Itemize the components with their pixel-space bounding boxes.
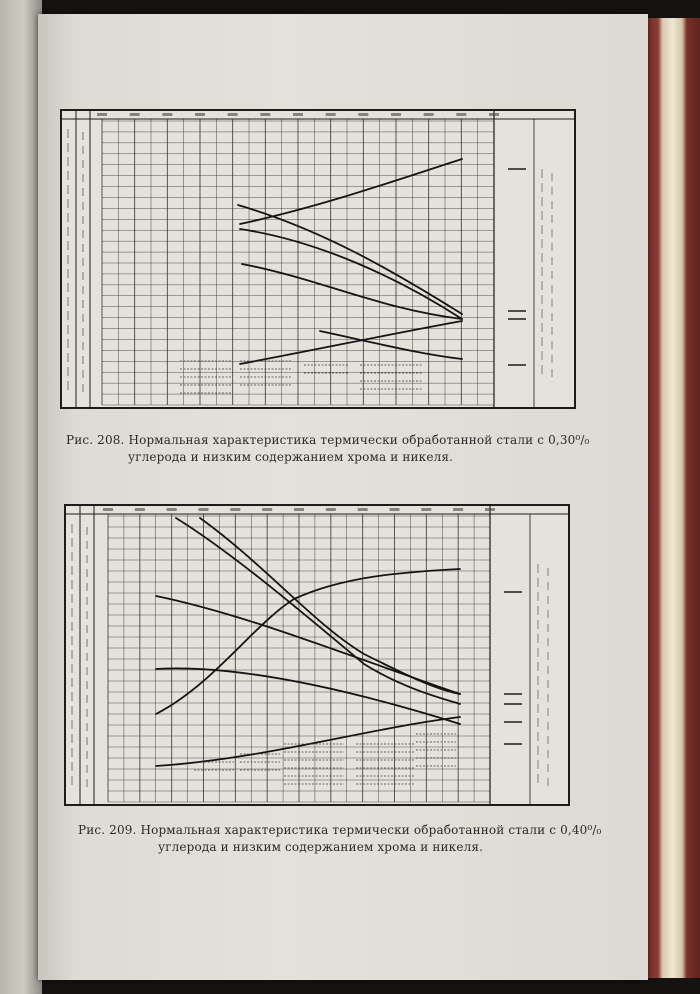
figure-208-chart bbox=[60, 109, 576, 409]
figure-209-chart bbox=[64, 504, 570, 806]
header-tick-mark bbox=[358, 113, 368, 116]
header-tick-mark bbox=[162, 113, 172, 116]
header-tick-mark bbox=[199, 508, 209, 511]
figure-209-caption bbox=[78, 822, 638, 856]
header-tick-mark bbox=[326, 508, 336, 511]
figure-208-caption-line-1: Рис. 208. Нормальная характеристика термически обработанной стали с 0,30⁰/₀ bbox=[66, 433, 590, 447]
book-page bbox=[38, 14, 648, 980]
figure-208-caption bbox=[66, 432, 626, 466]
header-tick-mark bbox=[485, 508, 495, 511]
header-tick-mark bbox=[130, 113, 140, 116]
header-tick-mark bbox=[326, 113, 336, 116]
figure-209-caption-line-1: Рис. 209. Нормальная характеристика термически обработанной стали с 0,40⁰/₀ bbox=[78, 823, 602, 837]
header-tick-mark bbox=[135, 508, 145, 511]
header-tick-mark bbox=[391, 113, 401, 116]
header-tick-mark bbox=[195, 113, 205, 116]
header-tick-mark bbox=[424, 113, 434, 116]
header-tick-mark bbox=[358, 508, 368, 511]
header-tick-mark bbox=[390, 508, 400, 511]
header-tick-mark bbox=[489, 113, 499, 116]
header-tick-mark bbox=[456, 113, 466, 116]
header-tick-mark bbox=[228, 113, 238, 116]
figure-209-graph bbox=[64, 504, 570, 806]
header-tick-mark bbox=[260, 113, 270, 116]
header-tick-mark bbox=[262, 508, 272, 511]
chart-frame bbox=[61, 110, 575, 408]
left-facing-page-edge bbox=[0, 0, 42, 994]
header-tick-mark bbox=[230, 508, 240, 511]
header-tick-mark bbox=[421, 508, 431, 511]
figure-208-graph bbox=[60, 109, 576, 409]
header-tick-mark bbox=[103, 508, 113, 511]
header-tick-mark bbox=[97, 113, 107, 116]
book-page-edges bbox=[640, 18, 700, 978]
header-tick-mark bbox=[453, 508, 463, 511]
figure-209-caption-line-2: углерода и низким содержанием хрома и никеля. bbox=[158, 840, 484, 854]
header-tick-mark bbox=[167, 508, 177, 511]
header-tick-mark bbox=[293, 113, 303, 116]
figure-208-caption-line-2: углерода и низким содержанием хрома и никеля. bbox=[128, 450, 454, 464]
header-tick-mark bbox=[294, 508, 304, 511]
